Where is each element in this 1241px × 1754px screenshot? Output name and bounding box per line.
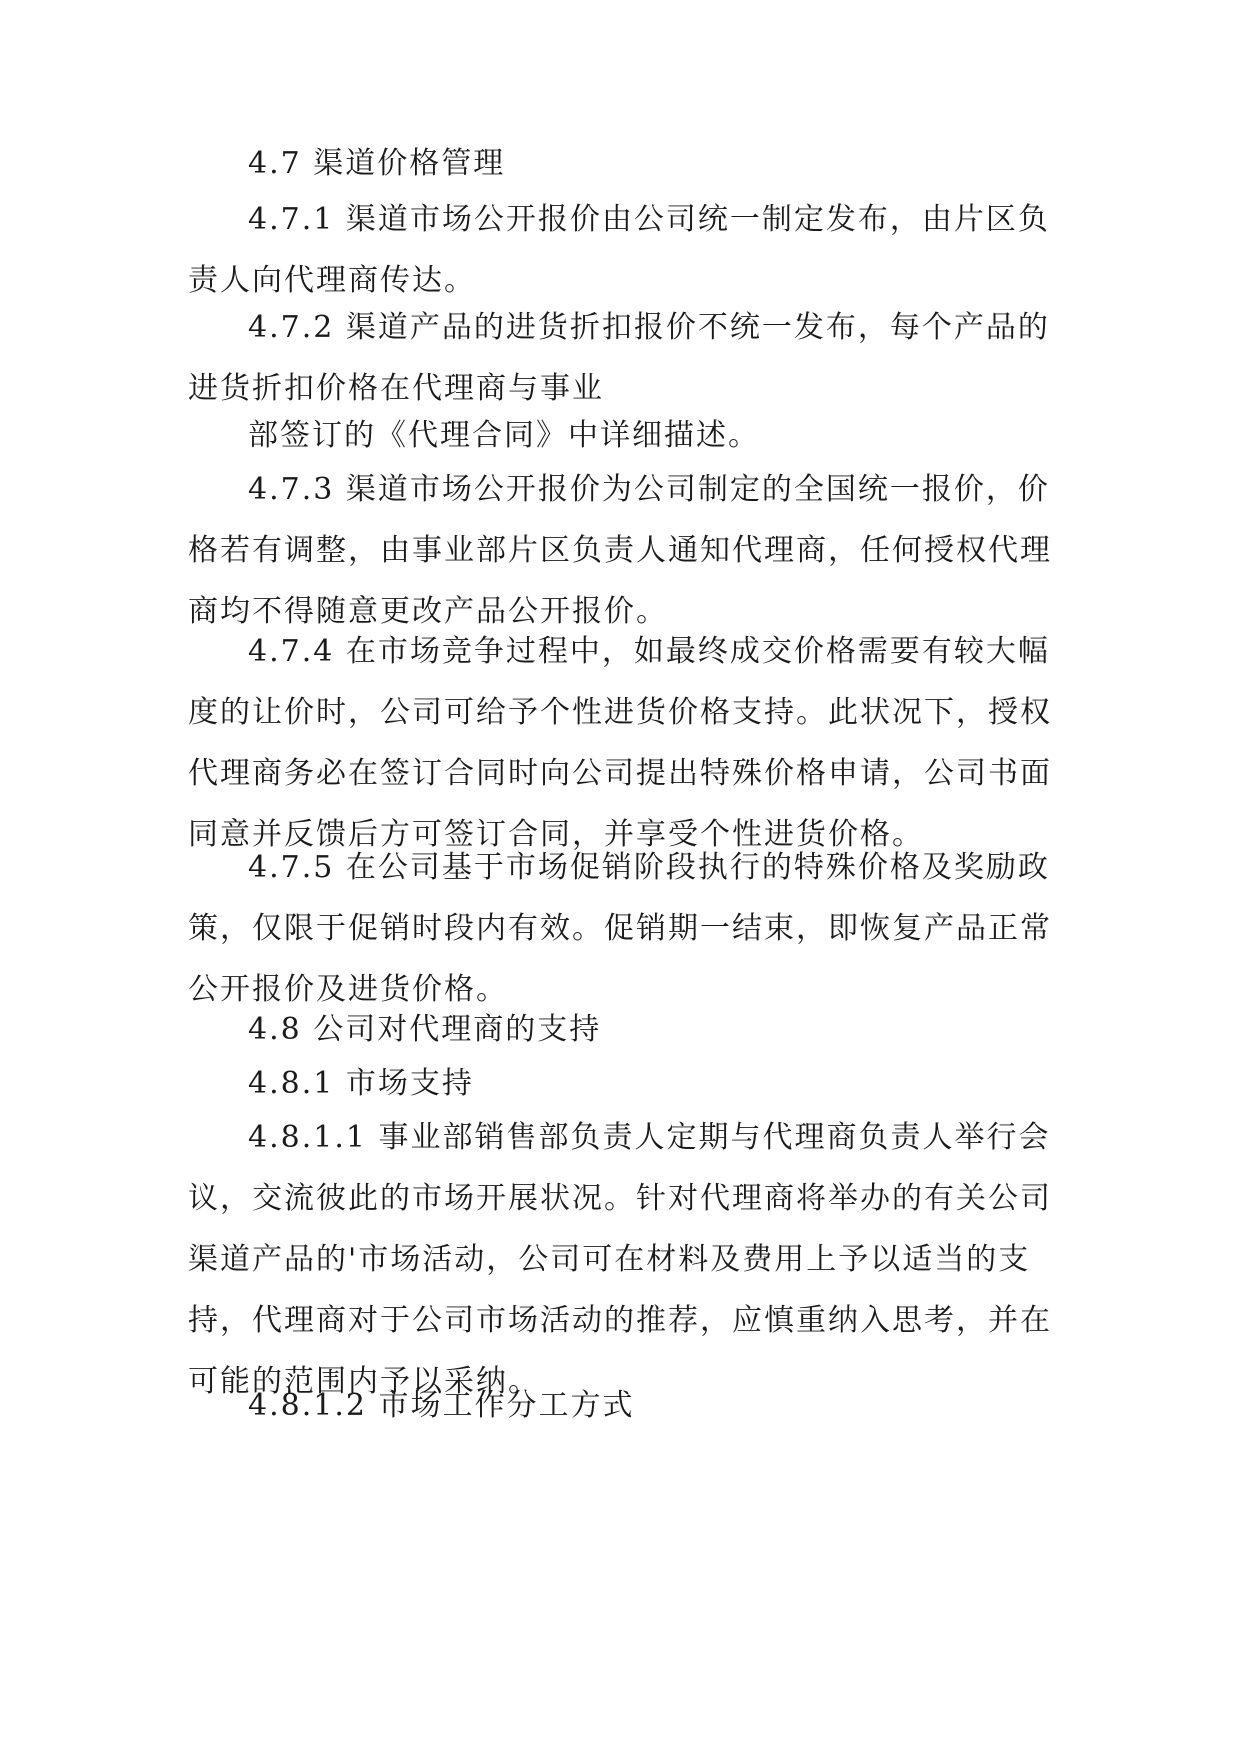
paragraph-4-7-1: 4.7.1 渠道市场公开报价由公司统一制定发布，由片区负责人向代理商传达。: [188, 202, 1050, 298]
section-heading-4-8-1-2: 4.8.1.2 市场工作分工方式: [248, 1388, 635, 1423]
paragraph-4-7-2: 4.7.2 渠道产品的进货折扣报价不统一发布，每个产品的进货折扣价格在代理商与事业: [188, 310, 1050, 406]
section-heading-4-8: 4.8 公司对代理商的支持: [248, 1012, 602, 1047]
paragraph-4-7-3: 4.7.3 渠道市场公开报价为公司制定的全国统一报价，价格若有调整，由事业部片区负责人通知代理商，任何授权代理商均不得随意更改产品公开报价。: [188, 472, 1052, 629]
section-heading-4-7: 4.7 渠道价格管理: [248, 146, 506, 181]
paragraph-4-7-5: 4.7.5 在公司基于市场促销阶段执行的特殊价格及奖励政策，仅限于促销时段内有效。促销期一结束，即恢复产品正常公开报价及进货价格。: [188, 850, 1052, 1007]
section-heading-4-8-1: 4.8.1 市场支持: [248, 1066, 474, 1101]
paragraph-4-7-4: 4.7.4 在市场竞争过程中，如最终成交价格需要有较大幅度的让价时，公司可给予个性进货价格支持。此状况下，授权代理商务必在签订合同时向公司提出特殊价格申请，公司书面同意并反馈后方可签订合同，并享受个性进货价格。: [188, 634, 1052, 852]
paragraph-4-7-2-continued: 部签订的《代理合同》中详细描述。: [248, 418, 760, 453]
paragraph-4-8-1-1: 4.8.1.1 事业部销售部负责人定期与代理商负责人举行会议，交流彼此的市场开展状况。针对代理商将举办的有关公司渠道产品的'市场活动，公司可在材料及费用上予以适当的支持，代理商对于公司市场活动的推荐，应慎重纳入思考，并在可能的范围内予以采纳。: [188, 1120, 1052, 1399]
